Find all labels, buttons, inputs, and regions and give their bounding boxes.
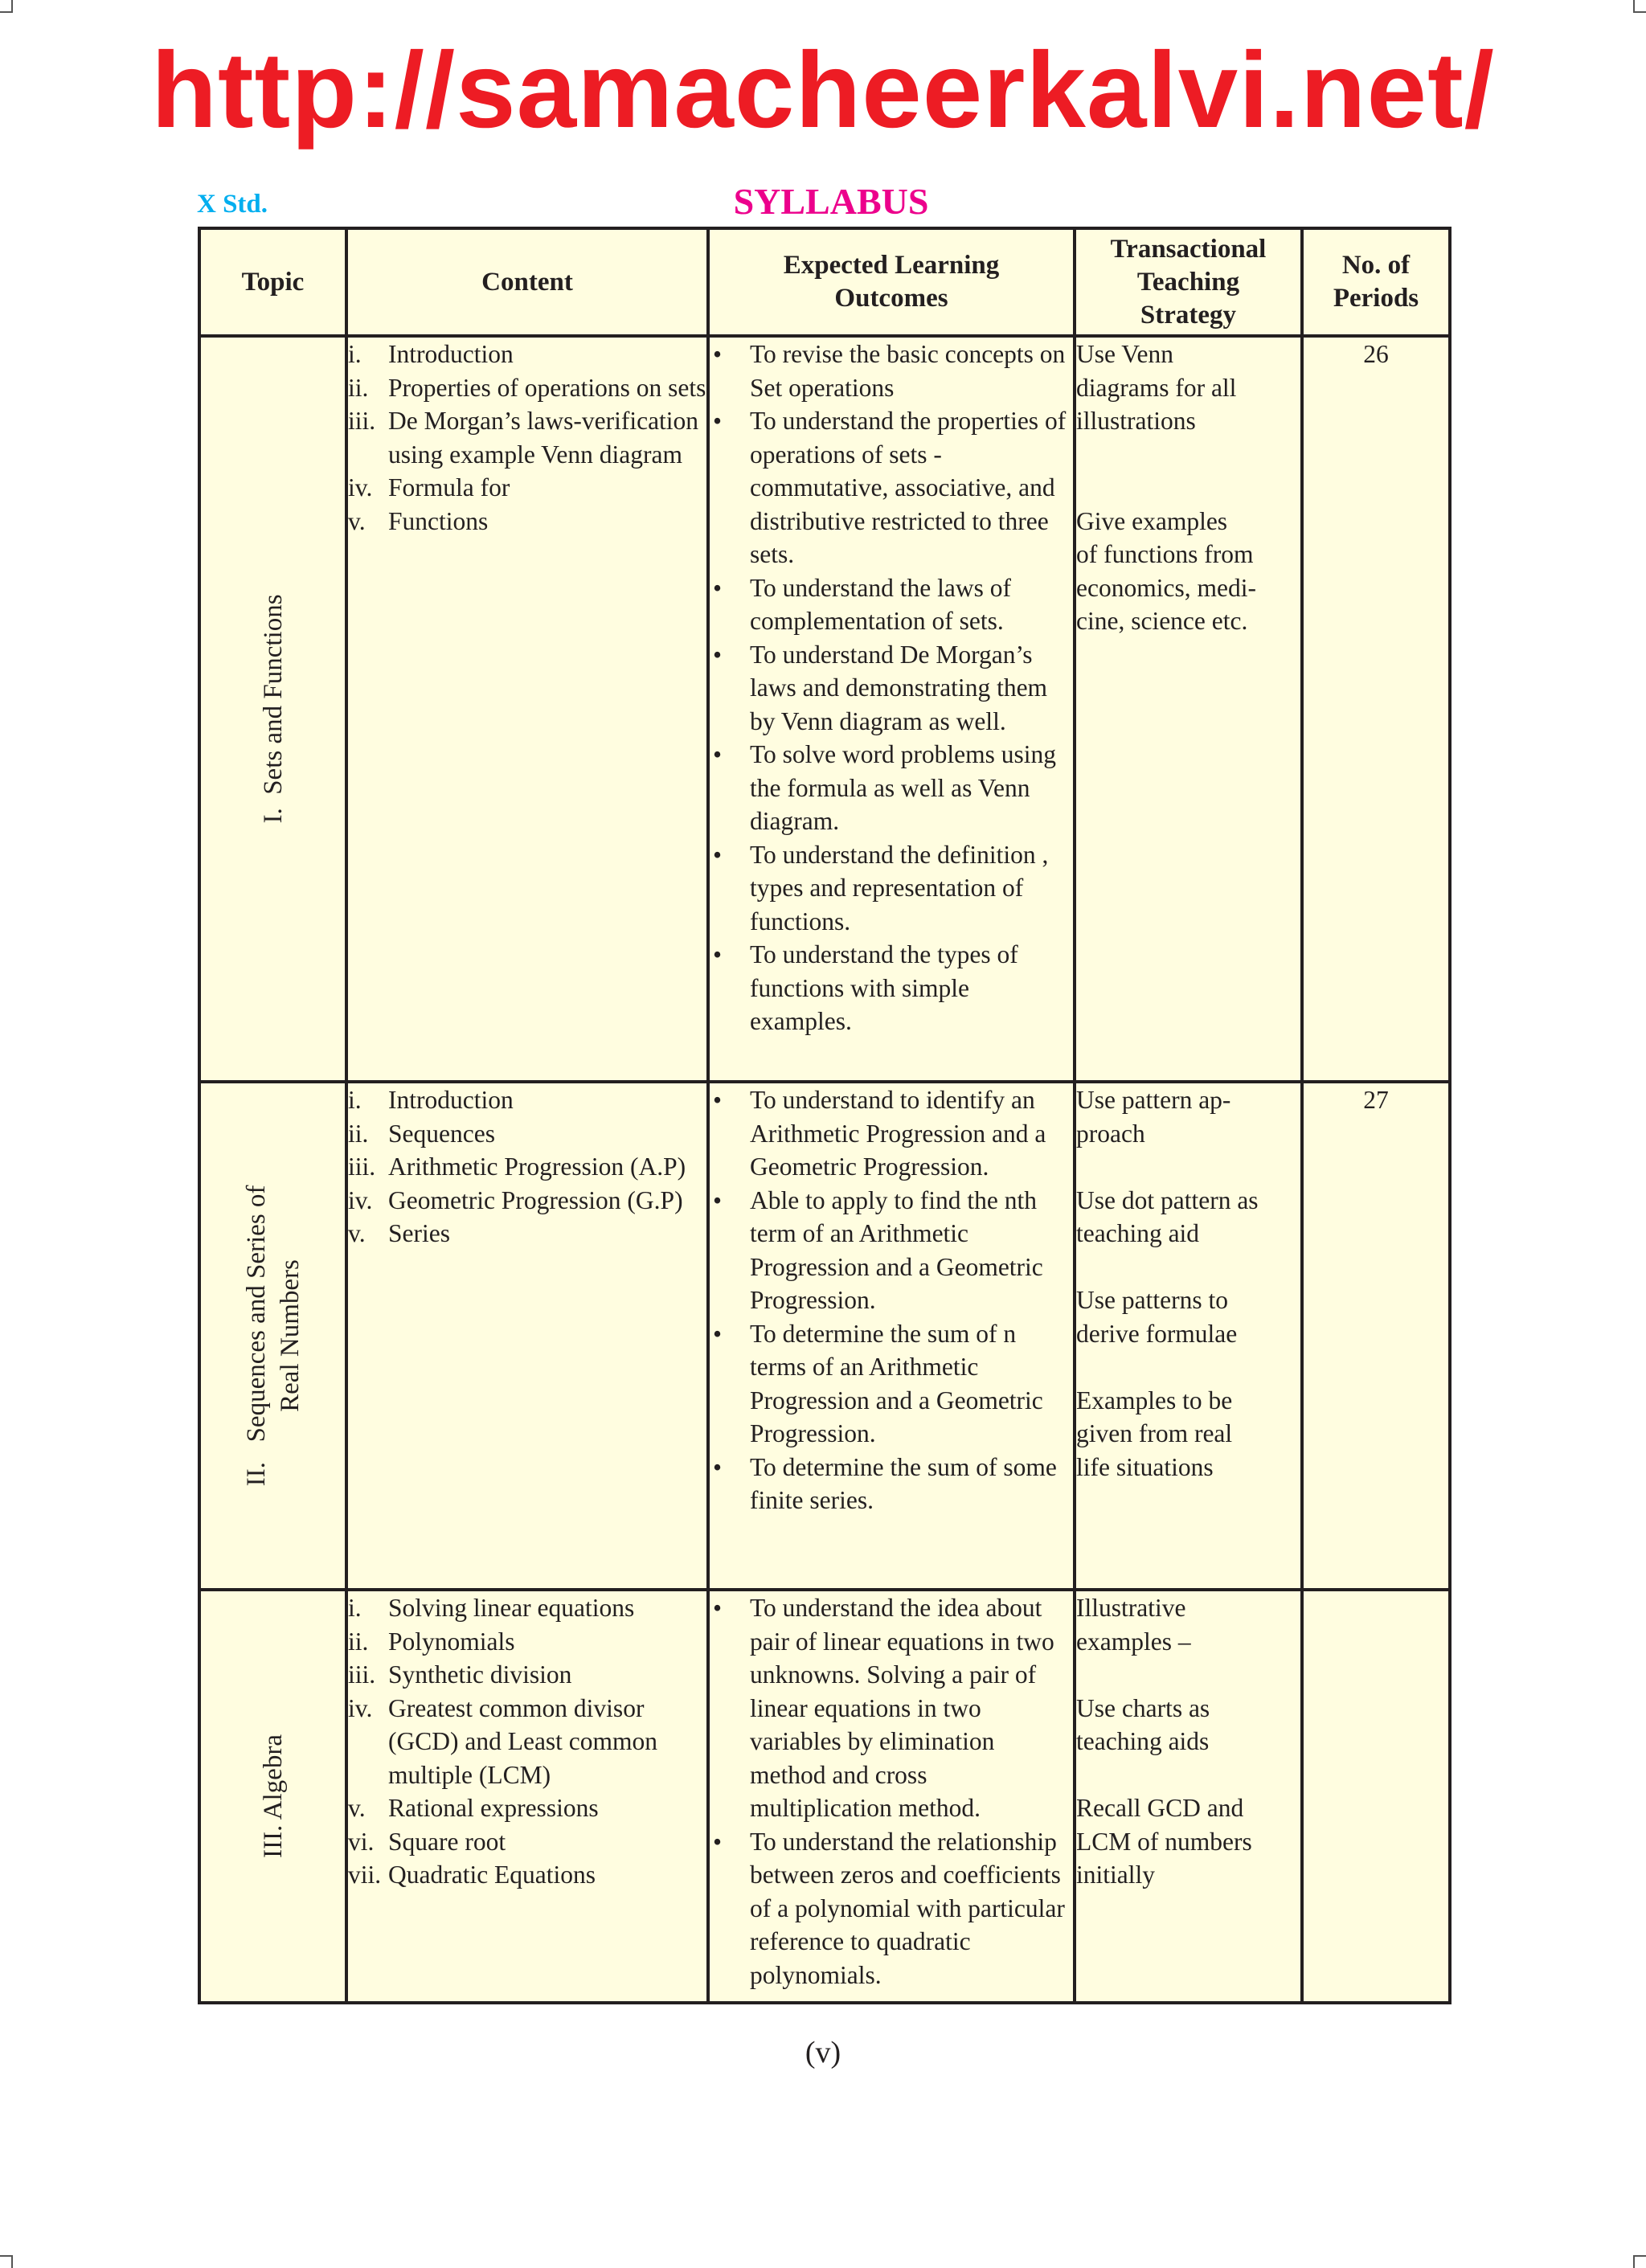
content-cell: [346, 1082, 708, 1590]
strategy-line: Examples to be: [1076, 1386, 1233, 1414]
content-item: [348, 505, 706, 538]
content-item-number: iv.: [348, 473, 373, 501]
content-item-text: Arithmetic Progression (A.P): [388, 1152, 686, 1181]
outcomes-cell: [708, 336, 1075, 1082]
strategy-cell: [1075, 1590, 1302, 2003]
content-item-number: ii.: [348, 373, 369, 402]
outcome-item: • To understand the idea about pair of linear equations in two unknowns. Solving a pair of linear equations in two variables by elimination method and cross multiplication method.: [710, 1591, 1073, 1825]
content-item: [348, 1658, 706, 1692]
content-item: [348, 404, 706, 471]
content-item-text: Introduction: [388, 340, 514, 368]
content-item: [348, 471, 706, 505]
content-item: [348, 1692, 706, 1792]
strategy-line: illustrations: [1076, 407, 1196, 435]
syllabus-table: [198, 227, 1452, 2004]
content-item-text: Series: [388, 1219, 450, 1247]
column-header-topic: Topic: [199, 228, 346, 336]
content-item: [348, 1217, 706, 1251]
strategy-line: Illustrative: [1076, 1594, 1186, 1622]
strategy-line: proach: [1076, 1119, 1145, 1148]
strategy-line: Use pattern ap-: [1076, 1086, 1231, 1114]
strategy-line: [1076, 1758, 1300, 1792]
strategy-line: of functions from: [1076, 540, 1254, 568]
content-item-number: i.: [348, 1594, 362, 1622]
topic-title: [240, 1185, 307, 1487]
content-item-text: Sequences: [388, 1119, 495, 1148]
outcomes-list: [710, 1083, 1073, 1517]
content-item-number: iii.: [348, 407, 376, 435]
table-row: [199, 1082, 1450, 1590]
content-item: [348, 338, 706, 371]
periods-cell: [1302, 1590, 1450, 2003]
table-row: [199, 336, 1450, 1082]
topic-title: [256, 1734, 290, 1858]
outcome-item: • To understand De Morgan’s laws and demonstrating them by Venn diagram as well.: [710, 638, 1073, 739]
content-item-text: Greatest common divisor (GCD) and Least common multiple (LCM): [388, 1693, 658, 1789]
content-item: [348, 1117, 706, 1151]
outcome-item: • To revise the basic concepts on Set operations: [710, 338, 1073, 404]
content-item: [348, 1591, 706, 1625]
outcome-item: • To solve word problems using the formula as well as Venn diagram.: [710, 738, 1073, 838]
topic-title-line: Real Numbers: [275, 1259, 305, 1412]
outcome-item: • To understand the relationship between zeros and coefficients of a polynomial with particular reference to quadratic polynomials.: [710, 1825, 1073, 1992]
content-item-number: iv.: [348, 1185, 373, 1214]
topic-title-line: II. Sequences and Series of: [241, 1185, 271, 1487]
strategy-cell: [1075, 336, 1302, 1082]
outcomes-list: [710, 1591, 1073, 1992]
strategy-line: cine, science etc.: [1076, 607, 1248, 635]
column-header-periods: No. of Periods: [1302, 228, 1450, 336]
watermark-url: http://samacheerkalvi.net/: [151, 31, 1495, 150]
page-title: SYLLABUS: [733, 181, 929, 222]
content-item-number: ii.: [348, 1119, 369, 1148]
outcome-item: • To understand the types of functions with simple examples.: [710, 938, 1073, 1038]
content-item-number: iii.: [348, 1660, 376, 1689]
strategy-cell: [1075, 1082, 1302, 1590]
content-item: [348, 1858, 706, 1892]
content-item: [348, 1083, 706, 1117]
strategy-line: diagrams for all: [1076, 373, 1237, 402]
outcomes-list: [710, 338, 1073, 1038]
page-number: (v): [805, 2036, 841, 2069]
strategy-line: [1076, 438, 1300, 472]
strategy-line: teaching aid: [1076, 1219, 1200, 1247]
strategy-line: teaching aids: [1076, 1727, 1210, 1755]
topic-cell: [199, 1082, 346, 1590]
outcome-item: • To determine the sum of some finite series.: [710, 1451, 1073, 1517]
strategy-line: Use charts as: [1076, 1693, 1210, 1722]
crop-mark-top-left: [0, 0, 13, 13]
content-item: [348, 1825, 706, 1859]
strategy-line: [1076, 1150, 1300, 1184]
content-item: [348, 1184, 706, 1218]
content-item-text: Formula for: [388, 473, 510, 501]
content-item-text: Rational expressions: [388, 1794, 599, 1822]
crop-mark-bottom-right: [1633, 2255, 1646, 2268]
topic-cell: [199, 1590, 346, 2003]
content-item-text: Functions: [388, 506, 489, 535]
strategy-line: Give examples: [1076, 506, 1228, 535]
strategy-line: Use patterns to: [1076, 1286, 1228, 1314]
content-item-number: i.: [348, 340, 362, 368]
content-item-number: v.: [348, 1794, 366, 1822]
strategy-line: examples –: [1076, 1627, 1191, 1656]
content-cell: [346, 1590, 708, 2003]
content-item: [348, 1625, 706, 1659]
strategy-line: LCM of numbers: [1076, 1827, 1252, 1856]
class-label: X Std.: [197, 190, 268, 219]
strategy-line: [1076, 1251, 1300, 1284]
content-item-text: Introduction: [388, 1086, 514, 1114]
outcome-item: • To understand the definition , types and representation of functions.: [710, 838, 1073, 939]
content-item-number: vi.: [348, 1827, 375, 1856]
content-item: [348, 371, 706, 405]
topic-cell: [199, 336, 346, 1082]
content-item-text: Geometric Progression (G.P): [388, 1185, 683, 1214]
content-item-text: Properties of operations on sets: [388, 373, 706, 402]
column-header-content: Content: [346, 228, 708, 336]
crop-mark-bottom-left: [0, 2255, 13, 2268]
strategy-line: Recall GCD and: [1076, 1794, 1244, 1822]
outcome-item: • To determine the sum of n terms of an Arithmetic Progression and a Geometric Progression.: [710, 1317, 1073, 1451]
table-row: [199, 1590, 1450, 2003]
content-item-text: Polynomials: [388, 1627, 515, 1656]
periods-cell: 27: [1302, 1082, 1450, 1590]
content-list: [348, 1591, 706, 1892]
content-item-text: Synthetic division: [388, 1660, 572, 1689]
content-item-number: i.: [348, 1086, 362, 1114]
content-item: [348, 1150, 706, 1184]
content-item-text: Solving linear equations: [388, 1594, 635, 1622]
content-item-number: ii.: [348, 1627, 369, 1656]
outcome-item: • To understand to identify an Arithmetic Progression and a Geometric Progression.: [710, 1083, 1073, 1184]
topic-title: [256, 594, 290, 823]
strategy-line: life situations: [1076, 1452, 1214, 1481]
crop-mark-top-right: [1633, 0, 1646, 13]
strategy-line: Use dot pattern as: [1076, 1185, 1259, 1214]
topic-title-line: III. Algebra: [258, 1734, 288, 1858]
periods-cell: 26: [1302, 336, 1450, 1082]
outcome-item: • Able to apply to find the nth term of an Arithmetic Progression and a Geometric Progression.: [710, 1184, 1073, 1317]
strategy-line: [1076, 471, 1300, 505]
outcome-item: • To understand the laws of complementation of sets.: [710, 571, 1073, 638]
strategy-line: economics, medi-: [1076, 573, 1256, 602]
column-header-strategy: Transactional Teaching Strategy: [1075, 228, 1302, 336]
strategy-line: initially: [1076, 1861, 1155, 1889]
content-item-number: iv.: [348, 1693, 373, 1722]
outcomes-cell: [708, 1590, 1075, 2003]
content-item-text: De Morgan’s laws-verification using example Venn diagram: [388, 407, 699, 469]
strategy-line: given from real: [1076, 1419, 1233, 1447]
content-item-text: Quadratic Equations: [388, 1861, 596, 1889]
outcome-item: • To understand the properties of operations of sets - commutative, associative, and distributive restricted to three sets.: [710, 404, 1073, 571]
content-item: [348, 1791, 706, 1825]
content-list: [348, 1083, 706, 1251]
content-item-text: Square root: [388, 1827, 506, 1856]
content-item-number: v.: [348, 1219, 366, 1247]
topic-title-line: I. Sets and Functions: [258, 594, 288, 824]
strategy-line: derive formulae: [1076, 1319, 1238, 1348]
outcomes-cell: [708, 1082, 1075, 1590]
strategy-line: [1076, 1658, 1300, 1692]
strategy-line: Use Venn: [1076, 340, 1174, 368]
content-cell: [346, 336, 708, 1082]
content-item-number: v.: [348, 506, 366, 535]
column-header-outcomes: Expected Learning Outcomes: [708, 228, 1075, 336]
content-item-number: iii.: [348, 1152, 376, 1181]
strategy-line: [1076, 1350, 1300, 1384]
table-header-row: [199, 228, 1450, 336]
content-item-number: vii.: [348, 1861, 382, 1889]
content-list: [348, 338, 706, 538]
